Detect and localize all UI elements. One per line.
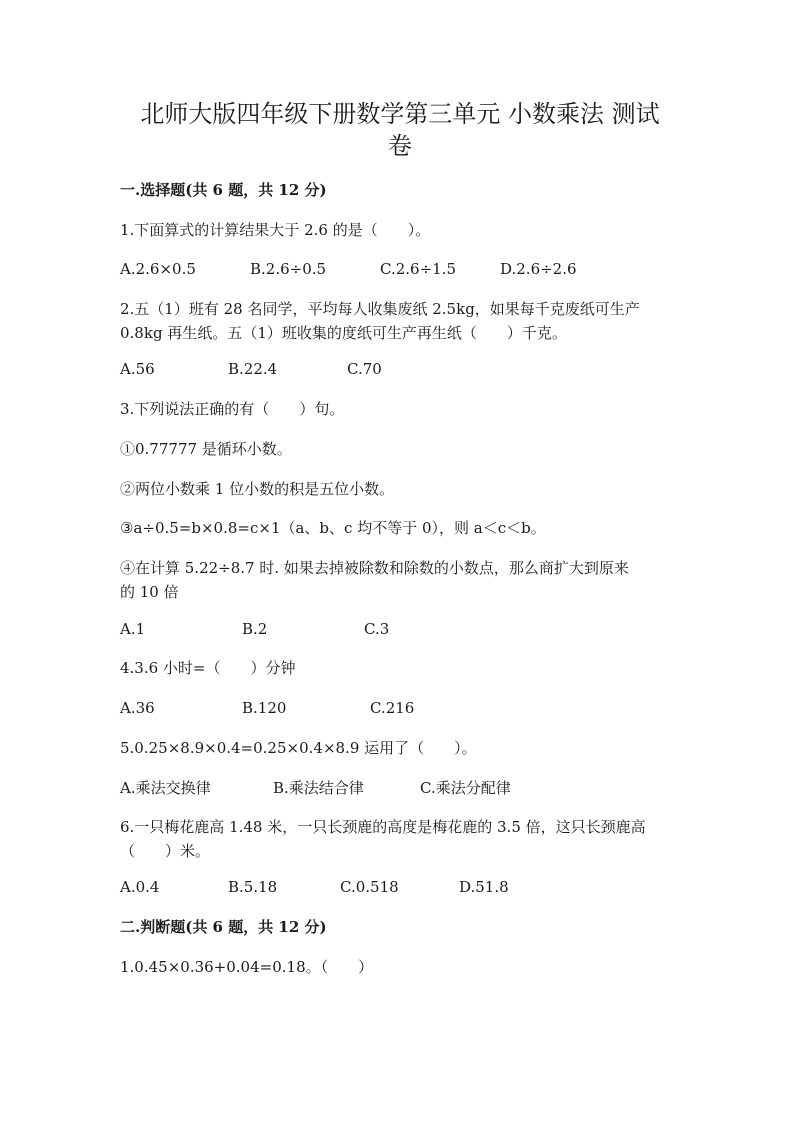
question-1-option-a: A.2.6×0.5	[120, 260, 196, 278]
question-3-statement-1: ①0.77777 是循环小数。	[120, 440, 292, 458]
question-5-option-b: B.乘法结合律	[273, 779, 364, 797]
question-2-stem-line1: 2.五（1）班有 28 名同学，平均每人收集废纸 2.5kg，如果每千克废纸可生产	[120, 300, 640, 318]
question-6-option-c: C.0.518	[340, 878, 399, 896]
question-5-option-a: A.乘法交换律	[120, 779, 211, 797]
question-3-stem: 3.下列说法正确的有（ ）句。	[120, 400, 345, 418]
question-1-option-b: B.2.6÷0.5	[250, 260, 327, 278]
question-4-option-b: B.120	[242, 699, 287, 717]
question-6-option-a: A.0.4	[120, 878, 160, 896]
judgement-question-1-stem: 1.0.45×0.36+0.04=0.18。（ ）	[120, 958, 374, 976]
question-3-option-a: A.1	[120, 620, 146, 638]
question-3-statement-2: ②两位小数乘 1 位小数的积是五位小数。	[120, 480, 395, 498]
question-4-option-c: C.216	[370, 699, 415, 717]
exam-title-line2: 卷	[388, 132, 412, 160]
section-heading-choice: 一.选择题(共 6 题，共 12 分)	[120, 181, 327, 199]
question-1-option-c: C.2.6÷1.5	[380, 260, 456, 278]
question-2-option-b: B.22.4	[228, 360, 278, 378]
section-heading-judgement: 二.判断题(共 6 题，共 12 分)	[120, 918, 327, 936]
question-5-stem: 5.0.25×8.9×0.4=0.25×0.4×8.9 运用了（ ）。	[120, 739, 477, 757]
question-2-option-a: A.56	[120, 360, 155, 378]
question-3-statement-4-line1: ④在计算 5.22÷8.7 时. 如果去掉被除数和除数的小数点，那么商扩大到原来	[120, 559, 629, 577]
question-3-statement-4-line2: 的 10 倍	[120, 583, 179, 601]
question-6-stem-line2: （ ）米。	[120, 842, 211, 860]
exam-title	[120, 98, 680, 162]
question-2-option-c: C.70	[347, 360, 382, 378]
question-5-option-c: C.乘法分配律	[420, 779, 511, 797]
question-1-stem: 1.下面算式的计算结果大于 2.6 的是（ ）。	[120, 221, 431, 239]
question-4-stem: 4.3.6 小时=（ ）分钟	[120, 659, 296, 677]
exam-title-line1: 北师大版四年级下册数学第三单元 小数乘法 测试	[140, 100, 660, 128]
question-2-stem-line2: 0.8kg 再生纸。五（1）班收集的度纸可生产再生纸（ ）千克。	[120, 324, 567, 342]
question-6-option-b: B.5.18	[228, 878, 278, 896]
question-6-stem-line1: 6.一只梅花鹿高 1.48 米，一只长颈鹿的高度是梅花鹿的 3.5 倍，这只长颈鹿高	[120, 818, 646, 836]
question-3-option-b: B.2	[242, 620, 268, 638]
question-3-option-c: C.3	[364, 620, 390, 638]
question-4-option-a: A.36	[120, 699, 155, 717]
question-6-option-d: D.51.8	[459, 878, 509, 896]
question-3-statement-3: ③a÷0.5=b×0.8=c×1（a、b、c 均不等于 0），则 a＜c＜b。	[120, 519, 546, 537]
question-1-option-d: D.2.6÷2.6	[500, 260, 577, 278]
